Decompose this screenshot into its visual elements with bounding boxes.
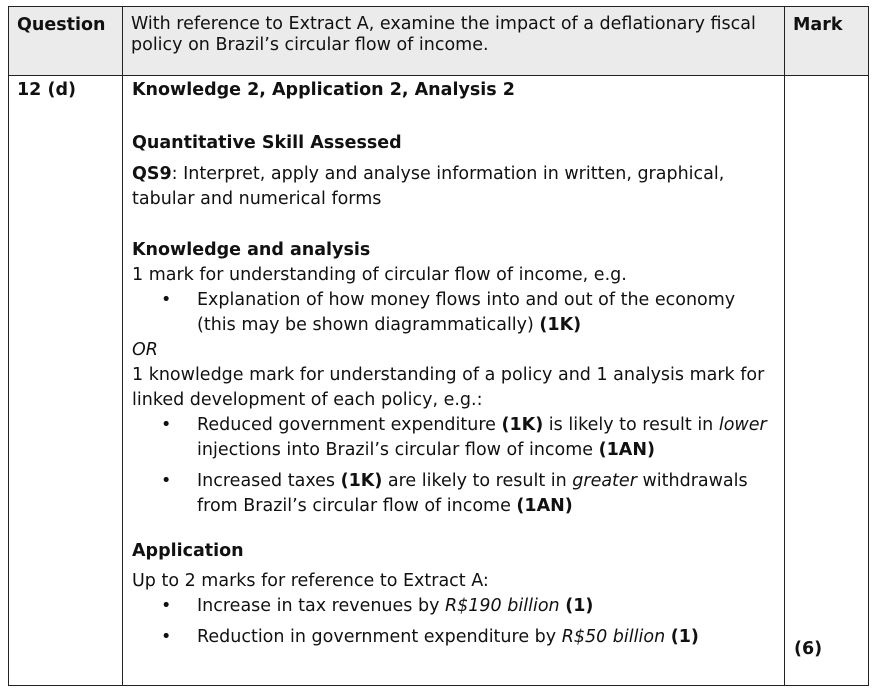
header-row [9,7,869,76]
mark-scheme-table [8,6,869,686]
marks-breakdown: Knowledge 2, Application 2, Analysis 2 [132,80,515,100]
list-item [132,413,776,463]
question-number-cell [9,76,123,686]
list-item [132,288,776,338]
bullet-emphasis: lower [718,415,767,435]
list-item [132,594,776,619]
qs-text: : Interpret, apply and analyse information in written, graphical, tabular and numerical forms [132,164,725,209]
list-item [132,469,776,519]
question-header-cell [9,7,123,76]
bullet-text: Increase in tax revenues by [197,596,445,616]
bullet-emphasis: R$50 billion [561,627,666,647]
application-bullet-list [132,594,776,650]
knowledge-analysis-heading: Knowledge and analysis [132,240,371,260]
bullet-mark: (1K) [539,315,582,335]
bullet-text: Increased taxes [197,471,341,491]
policy-bullet-list [132,413,776,519]
qs-code: QS9 [132,164,172,184]
bullet-mark: (1AN) [598,440,655,460]
or-label: OR [132,340,158,360]
qs-description [132,162,776,212]
bullet-emphasis: R$190 billion [445,596,560,616]
knowledge-intro: 1 mark for understanding of circular flow of income, e.g. [132,265,627,285]
bullet-text: Reduction in government expenditure by [197,627,562,647]
bullet-mark: (1) [565,596,594,616]
knowledge-bullet-list [132,288,776,338]
question-header: Question [17,15,106,35]
bullet-text: is likely to result in [543,415,719,435]
bullet-text: injections into Brazil’s circular flow of income [197,440,599,460]
bullet-text: Explanation of how money flows into and out of the economy (this may be shown diagrammatically) [197,290,736,335]
bullet-text: are likely to result in [382,471,573,491]
prompt-cell [123,7,785,76]
qs-heading: Quantitative Skill Assessed [132,133,402,153]
application-heading: Application [132,541,244,561]
knowledge-alternative: 1 knowledge mark for understanding of a policy and 1 analysis mark for linked development of each policy, e.g.: [132,365,765,410]
mark-cell [785,76,869,686]
answer-row [9,76,869,686]
mark-header-cell [785,7,869,76]
bullet-emphasis: greater [572,471,637,491]
guidance-cell [123,76,785,686]
question-number: 12 (d) [17,80,76,100]
question-prompt: With reference to Extract A, examine the impact of a deflationary fiscal policy on Brazil’s circular flow of income. [131,14,756,55]
bullet-mark: (1K) [340,471,383,491]
bullet-mark: (1K) [501,415,544,435]
application-intro: Up to 2 marks for reference to Extract A: [132,571,489,591]
list-item [132,625,776,650]
bullet-text: Reduced government expenditure [197,415,502,435]
bullet-mark: (1AN) [516,496,573,516]
bullet-mark: (1) [670,627,699,647]
total-mark: (6) [794,639,823,659]
bullet-text: withdrawals from Brazil’s circular flow of income [197,471,748,516]
mark-header: Mark [793,15,843,35]
